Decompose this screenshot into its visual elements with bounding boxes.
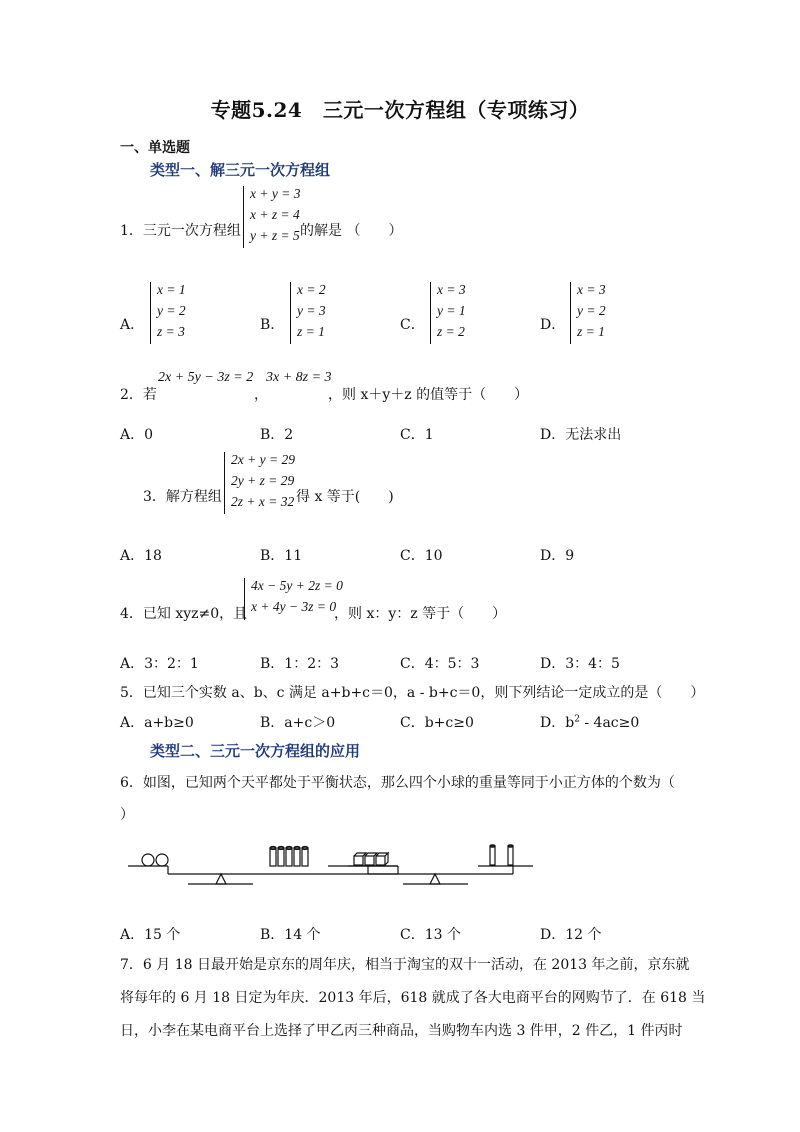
q1-eq-3: y + z = 5 <box>250 228 300 243</box>
q3-option-b: B．11 <box>260 548 303 564</box>
cylinder-7 <box>508 846 513 865</box>
q1-c-eq-2: y = 1 <box>437 303 466 318</box>
q4-suffix: ，则 x：y：z 等于（ ） <box>334 606 507 622</box>
q1-b-eq-2: y = 3 <box>297 303 326 318</box>
q2-comma: ， <box>254 387 268 403</box>
q1-prefix: 1．三元一次方程组 <box>120 223 241 239</box>
ball-1 <box>142 854 154 866</box>
q2-eq-2: 3x + 8z = 3 <box>266 370 332 385</box>
cylinder-5 <box>302 848 308 866</box>
q1-suffix: 的解是 （ ） <box>300 223 403 239</box>
q6-line-2: ） <box>120 807 134 823</box>
q1-b-eq-1: x = 2 <box>297 282 326 297</box>
q1-c-eq-3: z = 2 <box>437 324 465 339</box>
q2-option-b: B．2 <box>260 427 294 443</box>
q5-option-d-exponent: 2 <box>574 714 580 725</box>
q4-option-a: A．3：2：1 <box>120 656 199 672</box>
q1-option-a-label: A． <box>120 317 145 333</box>
q3-prefix: 3．解方程组 <box>143 489 222 505</box>
type-heading-1: 类型一、解三元一次方程组 <box>150 161 331 179</box>
q4-eq-1: 4x − 5y + 2z = 0 <box>251 578 343 593</box>
ball-2 <box>156 854 168 866</box>
cylinder-6 <box>490 846 495 865</box>
q7-line-3: 日，小李在某电商平台上选择了甲乙丙三种商品，当购物车内选 3 件甲，2 件乙，1 件丙时 <box>120 1023 683 1039</box>
q1-d-eq-1: x = 3 <box>577 282 606 297</box>
q3-eq-2: 2y + z = 29 <box>231 473 295 488</box>
q5-option-d-post: - 4ac≥0 <box>579 715 640 731</box>
q1-system <box>243 186 301 248</box>
q3-system <box>224 452 295 514</box>
balance-scales-figure <box>128 836 538 894</box>
q1-option-b-label: B． <box>260 317 285 333</box>
cube-2 <box>365 856 374 865</box>
q3-eq-1: 2x + y = 29 <box>231 452 295 467</box>
q1-b-eq-3: z = 1 <box>297 324 325 339</box>
cylinder-3 <box>286 848 292 866</box>
q6-option-d: D．12 个 <box>540 927 602 943</box>
q4-system <box>244 578 343 620</box>
q2-option-d: D．无法求出 <box>540 427 622 443</box>
section-heading: 一、单选题 <box>120 140 190 156</box>
q5-text: 5．已知三个实数 a、b、c 满足 a+b+c＝0，a - b+c＝0，则下列结论一定成立的是（ ） <box>120 685 705 701</box>
q3-option-a: A．18 <box>120 548 162 564</box>
q1-option-c-label: C． <box>400 317 425 333</box>
q2-option-c: C．1 <box>400 427 434 443</box>
cube-3 <box>376 856 385 865</box>
q3-option-c: C．10 <box>400 548 443 564</box>
q1-option-d-label: D． <box>540 317 566 333</box>
q3-eq-3: 2z + x = 32 <box>231 494 295 509</box>
q1-c-eq-1: x = 3 <box>437 282 466 297</box>
q4-option-d: D．3：4：5 <box>540 656 620 672</box>
q2-eq-1: 2x + 5y − 3z = 2 <box>158 370 254 385</box>
q1-option-a-system <box>150 282 186 344</box>
q6-option-b: B．14 个 <box>260 927 321 943</box>
q1-a-eq-1: x = 1 <box>157 282 186 297</box>
cylinder-1 <box>270 848 276 866</box>
q6-option-a: A．15 个 <box>120 927 181 943</box>
q6-option-c: C．13 个 <box>400 927 461 943</box>
q2-prefix: 2．若 <box>120 387 157 403</box>
balance-scale-right <box>348 845 533 884</box>
q4-eq-2: x + 4y − 3z = 0 <box>251 599 337 614</box>
q1-d-eq-2: y = 2 <box>577 303 606 318</box>
q3-suffix: 得 x 等于( ) <box>296 489 394 505</box>
page-title: 专题5.24 三元一次方程组（专项练习） <box>210 98 590 122</box>
q1-eq-2: x + z = 4 <box>250 207 300 222</box>
q1-option-c-system <box>430 282 466 344</box>
q2-option-a: A．0 <box>120 427 154 443</box>
q1-eq-1: x + y = 3 <box>250 186 301 201</box>
q1-option-d-system <box>570 282 606 344</box>
q5-option-c: C．b+c≥0 <box>400 715 474 731</box>
q4-option-b: B．1：2：3 <box>260 656 340 672</box>
q6-line-1: 6．如图，已知两个天平都处于平衡状态，那么四个小球的重量等同于小正方体的个数为（ <box>120 775 675 791</box>
q5-option-a: A．a+b≥0 <box>120 715 194 731</box>
cylinder-4 <box>294 848 300 866</box>
q5-option-b: B．a+c＞0 <box>260 715 336 731</box>
q2-suffix: ，则 x＋y＋z 的值等于（ ） <box>328 387 529 403</box>
q1-a-eq-3: z = 3 <box>157 324 185 339</box>
cylinder-2 <box>278 848 284 866</box>
q4-prefix: 4．已知 xyz≠0，且 <box>120 606 248 622</box>
q3-option-d: D．9 <box>540 548 575 564</box>
q5-option-d <box>540 712 639 732</box>
q5-option-d-pre: D．b <box>540 715 575 731</box>
q7-line-1: 7．6 月 18 日最开始是京东的周年庆，相当于淘宝的双十一活动，在 2013 年之前，京东就 <box>120 957 690 973</box>
q7-line-2: 将每年的 6 月 18 日定为年庆．2013 年后，618 就成了各大电商平台的网购节了．在 618 当 <box>120 990 706 1006</box>
q1-a-eq-2: y = 2 <box>157 303 186 318</box>
q4-option-c: C．4：5：3 <box>400 656 480 672</box>
q1-d-eq-3: z = 1 <box>577 324 605 339</box>
q1-option-b-system <box>290 282 326 344</box>
cube-1 <box>354 856 363 865</box>
type-heading-2: 类型二、三元一次方程组的应用 <box>150 742 361 760</box>
